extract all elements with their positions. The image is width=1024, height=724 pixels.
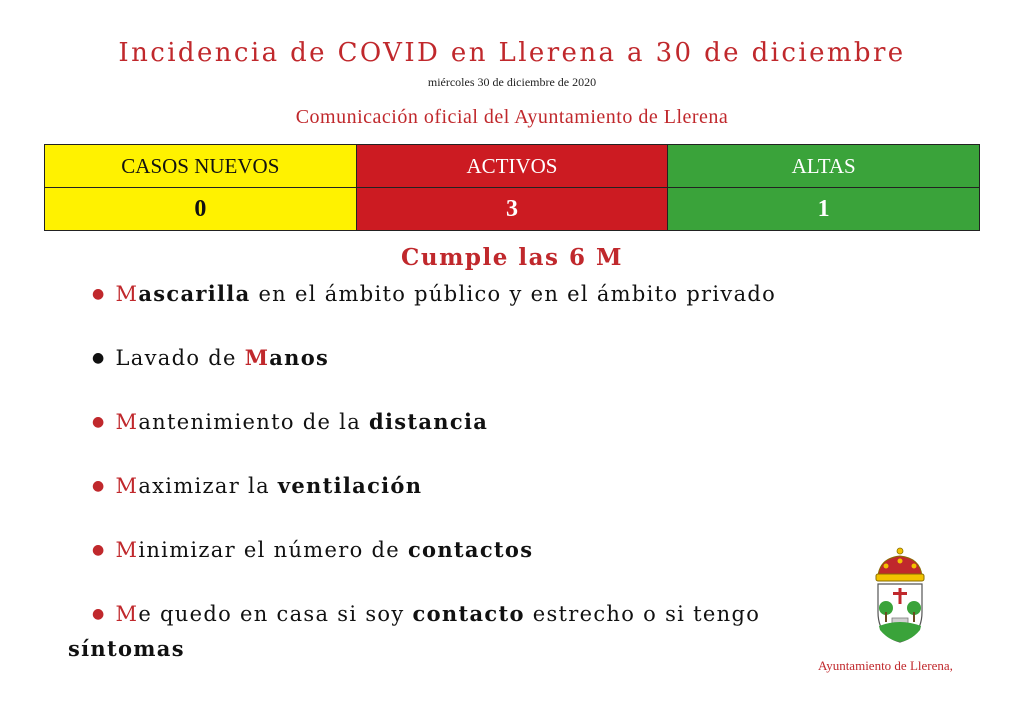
new-cases-label: CASOS NUEVOS — [45, 145, 357, 188]
bullet-icon: ● — [92, 286, 106, 302]
bullet-icon: ● — [92, 478, 106, 494]
list-item: ● Mantenimiento de la distancia — [92, 409, 489, 434]
rules-heading: Cumple las 6 M — [401, 244, 623, 271]
list-item: ● Maximizar la ventilación — [92, 473, 423, 498]
report-date: miércoles 30 de diciembre de 2020 — [427, 75, 597, 89]
list-item: ● Me quedo en casa si soy contacto estrecho o si tengo síntomas — [68, 601, 761, 661]
list-item: ● Lavado de Manos — [92, 345, 330, 370]
bullet-icon: ● — [92, 350, 106, 366]
stats-table — [44, 144, 980, 231]
new-cases-value: 0 — [45, 188, 357, 231]
footer-signature: Ayuntamiento de Llerena, — [818, 658, 953, 673]
rules-list — [68, 278, 852, 662]
stats-header-row — [45, 145, 980, 188]
recovered-value: 1 — [668, 188, 980, 231]
list-item: ● Mascarilla en el ámbito público y en el ámbito privado — [92, 281, 777, 306]
page-title: Incidencia de COVID en Llerena a 30 de diciembre — [118, 38, 906, 68]
bullet-icon: ● — [92, 542, 106, 558]
list-item: ● Minimizar el número de contactos — [92, 537, 534, 562]
coat-of-arms-icon — [866, 546, 934, 646]
bullet-icon: ● — [92, 414, 106, 430]
subtitle: Comunicación oficial del Ayuntamiento de Llerena — [295, 106, 729, 128]
recovered-label: ALTAS — [668, 145, 980, 188]
active-label: ACTIVOS — [356, 145, 668, 188]
stats-value-row — [45, 188, 980, 231]
bullet-icon: ● — [92, 606, 106, 622]
active-value: 3 — [356, 188, 668, 231]
